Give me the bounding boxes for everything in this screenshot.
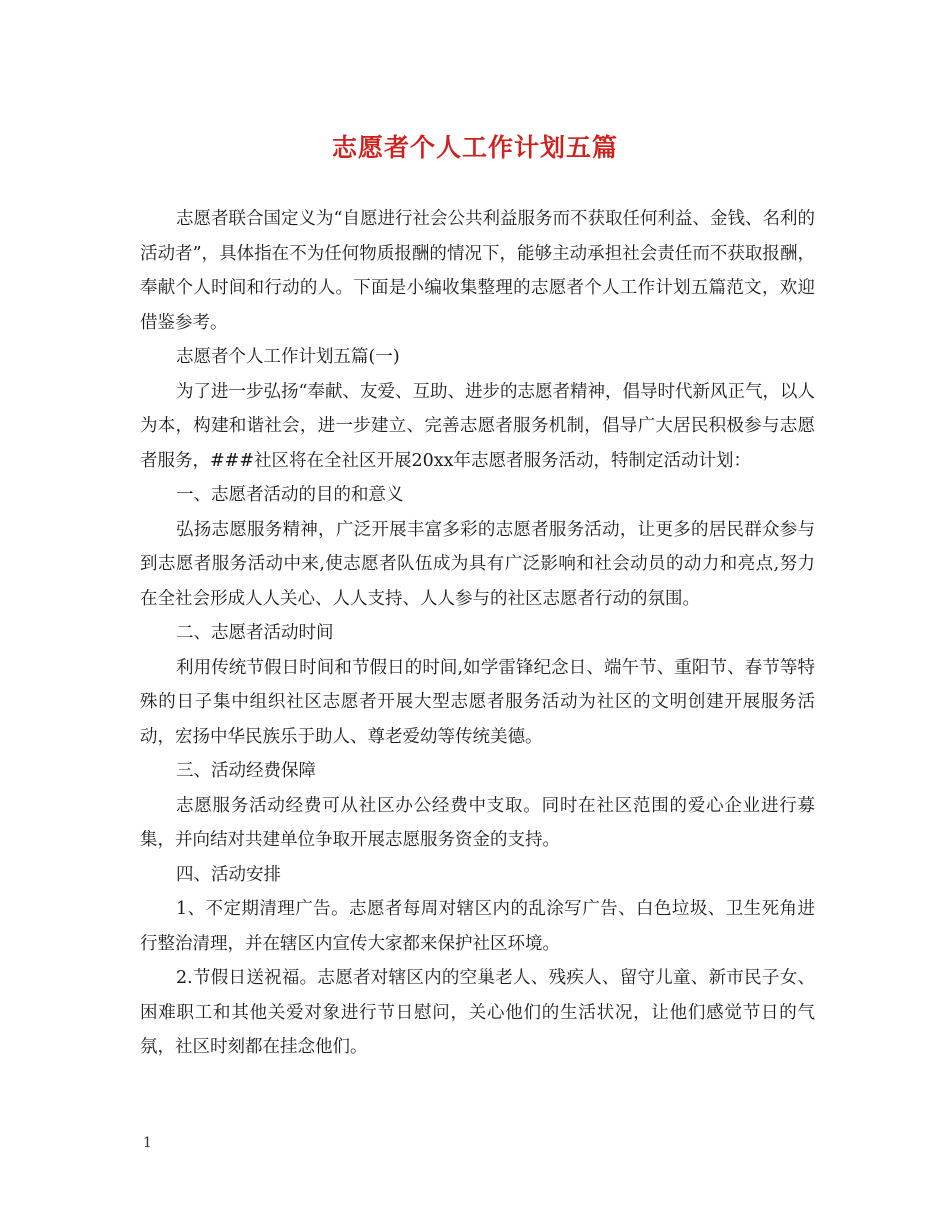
arrangement-item-2: 2.节假日送祝福。志愿者对辖区内的空巢老人、残疾人、留守儿童、新市民子女、困难职工和其他关爱对象进行节日慰问，关心他们的生活状况，让他们感觉节日的气氛，社区时刻都在挂念他们。 xyxy=(140,968,815,1057)
section-heading-arrangement: 四、活动安排 xyxy=(176,864,281,885)
section-heading-plan-one: 志愿者个人工作计划五篇(一) xyxy=(176,347,400,367)
page-number: 1 xyxy=(143,1135,152,1151)
time-paragraph: 利用传统节假日时间和节假日的时间,如学雷锋纪念日、端午节、重阳节、春节等特殊的日子集中组织社区志愿者开展大型志愿者服务活动为社区的文明创建开展服务活动，宏扬中华民族乐于助人、尊老爱幼等传统美德。 xyxy=(140,657,815,747)
intro-paragraph: 志愿者联合国定义为“自愿进行社会公共利益服务而不获取任何利益、金钱、名利的活动者”，具体指在不为任何物质报酬的情况下，能够主动承担社会责任而不获取报酬，奉献个人时间和行动的人。下面是小编收集整理的志愿者个人工作计划五篇范文，欢迎借鉴参考。 xyxy=(140,209,815,333)
purpose-paragraph: 弘扬志愿服务精神，广泛开展丰富多彩的志愿者服务活动，让更多的居民群众参与到志愿者服务活动中来,使志愿者队伍成为具有广泛影响和社会动员的动力和亮点,努力在全社会形成人人关心、人人支持、人人参与的社区志愿者行动的氛围。 xyxy=(140,519,815,609)
document-title: 志愿者个人工作计划五篇 xyxy=(331,133,618,162)
document-body xyxy=(140,202,815,1065)
section-heading-purpose: 一、志愿者活动的目的和意义 xyxy=(176,485,404,505)
plan-preamble-paragraph: 为了进一步弘扬“奉献、友爱、互助、进步的志愿者精神，倡导时代新风正气，以人为本，构建和谐社会，进一步建立、完善志愿者服务机制，倡导广大居民积极参与志愿者服务，###社区将在全社区开展20xx年志愿者服务活动，特制定活动计划： xyxy=(140,381,815,471)
funding-paragraph: 志愿服务活动经费可从社区办公经费中支取。同时在社区范围的爱心企业进行募集，并向结对共建单位争取开展志愿服务资金的支持。 xyxy=(140,795,815,850)
arrangement-item-1: 1、不定期清理广告。志愿者每周对辖区内的乱涂写广告、白色垃圾、卫生死角进行整治清理，并在辖区内宣传大家都来保护社区环境。 xyxy=(140,899,815,954)
section-heading-time: 二、志愿者活动时间 xyxy=(176,623,334,643)
section-heading-funding: 三、活动经费保障 xyxy=(176,761,316,781)
